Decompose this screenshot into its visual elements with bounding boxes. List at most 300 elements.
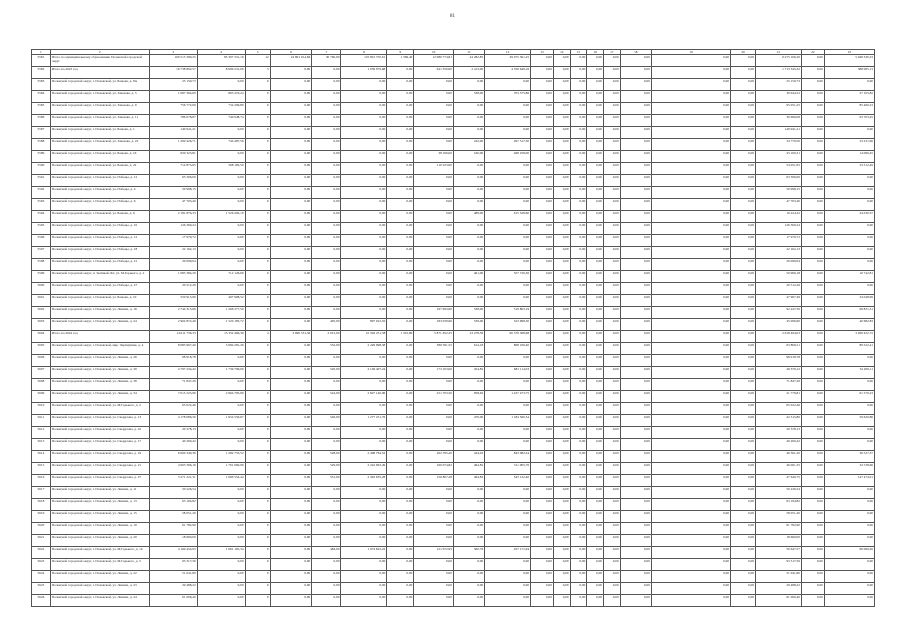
value-cell: 0,00 — [651, 163, 730, 175]
value-cell: 3 684 281,26 — [197, 343, 245, 355]
table-row — [32, 367, 875, 379]
value-cell: 0,00 — [387, 151, 414, 163]
value-cell: 0 — [245, 271, 270, 283]
value-cell: 50 998,15 — [756, 187, 802, 199]
value-cell: 0,00 — [603, 223, 620, 235]
value-cell: 63 194,82 — [756, 499, 802, 511]
value-cell: 0,00 — [453, 175, 484, 187]
value-cell: 0,00 — [553, 379, 570, 391]
value-cell: 0,00 — [587, 403, 604, 415]
value-cell: 0,00 — [570, 451, 587, 463]
value-cell: 0,00 — [531, 475, 554, 487]
value-cell: 0,00 — [531, 511, 554, 523]
value-cell: 0,00 — [387, 127, 414, 139]
table-row — [32, 343, 875, 355]
value-cell: 0,00 — [570, 571, 587, 583]
value-cell: 0,00 — [553, 535, 570, 547]
value-cell: 0 — [245, 439, 270, 451]
value-cell: 14 611 736,33 — [149, 331, 197, 343]
value-cell: 0,00 — [197, 79, 245, 91]
value-cell: 0,00 — [387, 307, 414, 319]
value-cell: 756 772,69 — [149, 103, 197, 115]
value-cell: 0,00 — [824, 583, 874, 595]
value-cell: 0,00 — [312, 199, 341, 211]
value-cell: 0,00 — [620, 91, 651, 103]
value-cell: 0,00 — [603, 583, 620, 595]
value-cell: 0,00 — [531, 151, 554, 163]
value-cell: 1 687 364,09 — [149, 91, 197, 103]
value-cell: 0,00 — [197, 283, 245, 295]
value-cell: 0,00 — [570, 175, 587, 187]
table-row — [32, 379, 875, 391]
value-cell: 0,00 — [620, 175, 651, 187]
value-cell: 0,00 — [620, 67, 651, 79]
value-cell: 0,00 — [824, 259, 874, 271]
value-cell: 0,00 — [270, 247, 312, 259]
value-cell: 0,00 — [731, 487, 756, 499]
value-cell: 0,00 — [485, 187, 531, 199]
column-number: 20 — [731, 50, 756, 55]
value-cell: 0,00 — [651, 547, 730, 559]
value-cell: 49 379,12 — [756, 367, 802, 379]
value-cell: 0,00 — [620, 139, 651, 151]
value-cell: 93 317,56 — [756, 559, 802, 571]
column-number: 7 — [312, 50, 341, 55]
value-cell: 0,00 — [603, 163, 620, 175]
value-cell: 34 048,99 — [824, 295, 874, 307]
value-cell: 46 361,20 — [756, 451, 802, 463]
row-number-cell: 5607 — [32, 367, 51, 379]
value-cell: 0,00 — [553, 439, 570, 451]
value-cell: 0,00 — [553, 415, 570, 427]
value-cell: 0,00 — [414, 571, 454, 583]
table-row — [32, 523, 875, 535]
value-cell: 1 369,40 — [387, 55, 414, 67]
row-number-cell: 5596 — [32, 235, 51, 247]
value-cell: 0,00 — [651, 403, 730, 415]
table-row — [32, 223, 875, 235]
value-cell: 50 226,54 — [149, 487, 197, 499]
value-cell: 0,00 — [553, 283, 570, 295]
value-cell: 0,00 — [824, 223, 874, 235]
value-cell: 0,00 — [731, 127, 756, 139]
value-cell: 0,00 — [651, 511, 730, 523]
value-cell: 0,00 — [603, 487, 620, 499]
value-cell: 0 — [245, 463, 270, 475]
value-cell: 0,00 — [570, 163, 587, 175]
value-cell: 523 698,30 — [485, 319, 531, 331]
value-cell: 0,00 — [603, 103, 620, 115]
row-number-cell: 5591 — [32, 175, 51, 187]
value-cell: 489,00 — [453, 211, 484, 223]
value-cell: 0,00 — [312, 559, 341, 571]
value-cell: 0,00 — [570, 115, 587, 127]
value-cell: 1 654 559,67 — [197, 415, 245, 427]
value-cell: 0,00 — [553, 295, 570, 307]
value-cell: 0,00 — [531, 127, 554, 139]
value-cell: 519 803,19 — [485, 307, 531, 319]
value-cell: 0,00 — [414, 559, 454, 571]
value-cell: 0,00 — [587, 463, 604, 475]
value-cell: 0 — [245, 595, 270, 607]
value-cell: 0,00 — [651, 343, 730, 355]
value-cell: 0,00 — [651, 451, 730, 463]
table-row — [32, 319, 875, 331]
address-cell: Полевской городской округ, г. Полевской, ул. Бажова, д. 8А — [50, 79, 149, 91]
value-cell: 0,00 — [414, 103, 454, 115]
value-cell: 0,00 — [824, 559, 874, 571]
value-cell: 0,00 — [387, 103, 414, 115]
value-cell: 1 301,80 — [387, 331, 414, 343]
value-cell: 20 378,13 — [149, 427, 197, 439]
value-cell: 0,00 — [341, 523, 387, 535]
value-cell: 0,00 — [312, 487, 341, 499]
value-cell: 0,00 — [197, 127, 245, 139]
value-cell: 0,00 — [197, 559, 245, 571]
value-cell: 1 282 753,52 — [197, 451, 245, 463]
value-cell: 58 051,20 — [756, 511, 802, 523]
value-cell: 47 967,49 — [756, 295, 802, 307]
value-cell: 0,00 — [270, 67, 312, 79]
value-cell: 0 — [245, 343, 270, 355]
table-row — [32, 439, 875, 451]
address-cell: Полевской городской округ, г. Полевской, ул. Ленина, д. 11 — [50, 487, 149, 499]
value-cell: 0,00 — [731, 235, 756, 247]
value-cell: 0,00 — [731, 547, 756, 559]
value-cell: 0,00 — [414, 595, 454, 607]
value-cell: 0,00 — [312, 91, 341, 103]
value-cell: 357 726,36 — [485, 271, 531, 283]
value-cell: 0,00 — [620, 247, 651, 259]
value-cell: 0,00 — [553, 247, 570, 259]
value-cell: 0,00 — [603, 415, 620, 427]
value-cell: 0,00 — [453, 403, 484, 415]
value-cell: 0,00 — [270, 595, 312, 607]
value-cell: 0,00 — [587, 247, 604, 259]
value-cell: 0,00 — [651, 259, 730, 271]
value-cell: 40 682,83 — [824, 319, 874, 331]
value-cell: 0,00 — [270, 175, 312, 187]
value-cell: 0,00 — [197, 583, 245, 595]
column-number: 10 — [414, 50, 454, 55]
value-cell: 0,00 — [603, 451, 620, 463]
value-cell: 0,00 — [312, 427, 341, 439]
value-cell: 0,00 — [801, 163, 824, 175]
value-cell: 0,00 — [531, 583, 554, 595]
value-cell: 0,00 — [485, 559, 531, 571]
value-cell: 0,00 — [485, 295, 531, 307]
value-cell: 0,00 — [587, 259, 604, 271]
value-cell: 0,00 — [570, 199, 587, 211]
value-cell: 0,00 — [270, 391, 312, 403]
row-number-cell: 5584 — [32, 91, 51, 103]
value-cell: 0,00 — [603, 355, 620, 367]
value-cell: 0,00 — [731, 115, 756, 127]
value-cell: 0,00 — [587, 547, 604, 559]
value-cell: 0,00 — [570, 295, 587, 307]
value-cell: 0,00 — [620, 595, 651, 607]
value-cell: 90 379 368,68 — [485, 331, 531, 343]
value-cell: 434,02 — [453, 451, 484, 463]
value-cell: 0,00 — [387, 391, 414, 403]
value-cell: 0 — [245, 379, 270, 391]
value-cell: 0,00 — [587, 295, 604, 307]
value-cell: 0,00 — [553, 487, 570, 499]
value-cell: 25 159,73 — [756, 79, 802, 91]
value-cell: 0,00 — [414, 583, 454, 595]
value-cell: 386 591,55 — [414, 343, 454, 355]
value-cell: 0,00 — [731, 91, 756, 103]
value-cell: 0,00 — [731, 463, 756, 475]
value-cell: 0,00 — [553, 139, 570, 151]
value-cell: 546,00 — [312, 415, 341, 427]
value-cell: 50 647,57 — [756, 547, 802, 559]
value-cell: 0 — [245, 535, 270, 547]
value-cell: 0,00 — [312, 103, 341, 115]
value-cell: 0,00 — [453, 199, 484, 211]
value-cell: 0,00 — [731, 331, 756, 343]
value-cell: 0,00 — [312, 535, 341, 547]
value-cell: 0,00 — [651, 535, 730, 547]
row-number-cell: 5600 — [32, 283, 51, 295]
value-cell: 0,00 — [341, 247, 387, 259]
value-cell: 464,82 — [453, 463, 484, 475]
table-row — [32, 559, 875, 571]
value-cell: 0,00 — [387, 535, 414, 547]
table-row — [32, 151, 875, 163]
value-cell: 0,00 — [731, 259, 756, 271]
row-number-cell: 5623 — [32, 559, 51, 571]
value-cell: 0,00 — [270, 151, 312, 163]
value-cell: 0,00 — [414, 259, 454, 271]
value-cell: 0,00 — [620, 331, 651, 343]
row-number-cell: 5610 — [32, 403, 51, 415]
value-cell: 0,00 — [341, 235, 387, 247]
value-cell: 13 332 466,39 — [197, 331, 245, 343]
value-cell: 0,00 — [341, 439, 387, 451]
value-cell: 10 394 251,38 — [341, 331, 387, 343]
value-cell: 0,00 — [587, 211, 604, 223]
value-cell: 4 169 454,93 — [149, 547, 197, 559]
value-cell: 0,00 — [485, 115, 531, 127]
value-cell: 6 600 349,36 — [149, 451, 197, 463]
value-cell: 65 022,46 — [756, 403, 802, 415]
value-cell: 0,00 — [270, 271, 312, 283]
value-cell: 23 512,49 — [824, 163, 874, 175]
value-cell: 0,00 — [801, 403, 824, 415]
value-cell: 0,00 — [485, 259, 531, 271]
value-cell: 0,00 — [731, 571, 756, 583]
value-cell: 0,00 — [387, 139, 414, 151]
value-cell: 0,00 — [485, 199, 531, 211]
value-cell: 0,00 — [570, 343, 587, 355]
value-cell: 0,00 — [824, 523, 874, 535]
value-cell: 0,00 — [620, 307, 651, 319]
value-cell: 0,00 — [312, 175, 341, 187]
value-cell: 0,00 — [531, 139, 554, 151]
value-cell: 543 132,40 — [485, 475, 531, 487]
row-number-cell: 5625 — [32, 583, 51, 595]
row-number-cell: 5616 — [32, 475, 51, 487]
table-row — [32, 91, 875, 103]
value-cell: 0,00 — [801, 283, 824, 295]
value-cell: 0,00 — [587, 451, 604, 463]
value-cell: 457 171,94 — [485, 547, 531, 559]
row-number-cell: 5603 — [32, 319, 51, 331]
row-number-cell: 5613 — [32, 439, 51, 451]
value-cell: 0,00 — [453, 583, 484, 595]
table-row — [32, 295, 875, 307]
value-cell: 0,00 — [414, 427, 454, 439]
value-cell: 0,00 — [453, 559, 484, 571]
value-cell: 539,00 — [453, 319, 484, 331]
value-cell: 0,00 — [620, 475, 651, 487]
value-cell: 0 — [245, 403, 270, 415]
value-cell: 0,00 — [341, 307, 387, 319]
value-cell: 0,00 — [603, 115, 620, 127]
value-cell: 0,00 — [312, 379, 341, 391]
value-cell: 0,00 — [270, 139, 312, 151]
table-row — [32, 331, 875, 343]
value-cell: 0,00 — [531, 295, 554, 307]
row-number-cell: 5604 — [32, 331, 51, 343]
value-cell: 0 — [245, 103, 270, 115]
value-cell: 0,00 — [731, 283, 756, 295]
value-cell: 0,00 — [485, 103, 531, 115]
value-cell: 388 065,13 — [824, 67, 874, 79]
value-cell: 0,00 — [387, 283, 414, 295]
value-cell: 0,00 — [570, 55, 587, 67]
row-number-cell: 5593 — [32, 199, 51, 211]
row-number-cell: 5609 — [32, 391, 51, 403]
value-cell: 100 515 399,25 — [149, 55, 197, 67]
value-cell: 0,00 — [570, 139, 587, 151]
value-cell: 0,00 — [341, 175, 387, 187]
address-cell: Полевской городской округ, г. Полевской, ул. Победы, д. 4 — [50, 187, 149, 199]
value-cell: 0,00 — [651, 283, 730, 295]
row-number-cell: 5611 — [32, 415, 51, 427]
value-cell: 0,00 — [620, 223, 651, 235]
address-cell: Полевской городской округ, г. Полевской, ул. Свердлова, д. 17 — [50, 439, 149, 451]
value-cell: 0,00 — [603, 79, 620, 91]
value-cell: 0,00 — [531, 427, 554, 439]
column-number: 4 — [197, 50, 245, 55]
value-cell: 843 082,24 — [485, 451, 531, 463]
value-cell: 0,00 — [531, 331, 554, 343]
value-cell: 0,00 — [553, 187, 570, 199]
value-cell: 92 247,50 — [756, 307, 802, 319]
value-cell: 0,00 — [731, 427, 756, 439]
value-cell: 0,00 — [651, 91, 730, 103]
value-cell: 0,00 — [553, 175, 570, 187]
value-cell: 0,00 — [587, 475, 604, 487]
value-cell: 0,00 — [587, 235, 604, 247]
value-cell: 0,00 — [453, 379, 484, 391]
value-cell: 0,00 — [587, 79, 604, 91]
value-cell: 0,00 — [553, 235, 570, 247]
value-cell: 47 703,40 — [756, 199, 802, 211]
value-cell: 0,00 — [603, 559, 620, 571]
register-table — [31, 49, 875, 607]
value-cell: 0,00 — [651, 487, 730, 499]
value-cell: 1 090 554,44 — [197, 475, 245, 487]
value-cell: 0,00 — [651, 559, 730, 571]
value-cell: 0 — [245, 199, 270, 211]
value-cell: 0,00 — [801, 259, 824, 271]
value-cell: 5 871 652,25 — [414, 331, 454, 343]
value-cell: 0,00 — [731, 439, 756, 451]
value-cell: 0,00 — [387, 175, 414, 187]
value-cell: 0,00 — [531, 271, 554, 283]
value-cell: 0,00 — [603, 247, 620, 259]
value-cell: 0,00 — [620, 511, 651, 523]
value-cell: 0,00 — [620, 235, 651, 247]
value-cell: 18 660,00 — [756, 535, 802, 547]
value-cell: 251 703,56 — [414, 391, 454, 403]
value-cell: 85 460,23 — [824, 103, 874, 115]
value-cell: 529,00 — [312, 463, 341, 475]
value-cell: 0,00 — [531, 403, 554, 415]
value-cell: 0,00 — [270, 535, 312, 547]
address-cell: Полевской городской округ, г. Полевской, ул. Бажова, д. 1 — [50, 127, 149, 139]
value-cell: 0,00 — [651, 367, 730, 379]
value-cell: 147 474,01 — [824, 475, 874, 487]
row-number-cell: 5612 — [32, 427, 51, 439]
value-cell: 0,00 — [620, 319, 651, 331]
value-cell: 0,00 — [197, 439, 245, 451]
value-cell: 0,00 — [387, 523, 414, 535]
column-number: 1 — [32, 50, 51, 55]
value-cell: 0,00 — [651, 463, 730, 475]
value-cell: 59 620,86 — [824, 415, 874, 427]
value-cell: 1 039 079,68 — [341, 67, 387, 79]
value-cell: 1 739 796,06 — [197, 367, 245, 379]
row-number-cell: 5615 — [32, 463, 51, 475]
value-cell: 0,00 — [270, 319, 312, 331]
value-cell: 0,00 — [453, 103, 484, 115]
column-number: 21 — [756, 50, 802, 55]
column-number: 8 — [341, 50, 387, 55]
value-cell: 0,00 — [731, 499, 756, 511]
value-cell: 121 072,95 — [414, 547, 454, 559]
value-cell: 242,90 — [453, 139, 484, 151]
value-cell: 0,00 — [270, 511, 312, 523]
value-cell: 1 661 165,34 — [197, 547, 245, 559]
value-cell: 2 429 998,38 — [341, 343, 387, 355]
value-cell: 54 051,65 — [756, 163, 802, 175]
address-cell: Полевской городской округ, г. Полевской, мкр. Черёмушки, д. 4 — [50, 343, 149, 355]
value-cell: 0,00 — [453, 439, 484, 451]
value-cell: 0,00 — [731, 319, 756, 331]
value-cell: 0,00 — [414, 283, 454, 295]
value-cell: 0,00 — [197, 499, 245, 511]
value-cell: 0,00 — [603, 187, 620, 199]
value-cell: 0,00 — [553, 91, 570, 103]
value-cell: 1 526 292,10 — [197, 211, 245, 223]
value-cell: 36 527,37 — [824, 451, 874, 463]
value-cell: 0,00 — [453, 355, 484, 367]
value-cell: 0,00 — [620, 355, 651, 367]
value-cell: 0 — [245, 127, 270, 139]
value-cell: 0,00 — [387, 427, 414, 439]
value-cell: 1 227 473,75 — [485, 391, 531, 403]
address-cell: Полевской городской округ, г. Полевской, ул. Победы, д. 18 — [50, 247, 149, 259]
row-number-cell: 5622 — [32, 547, 51, 559]
table-row — [32, 535, 875, 547]
value-cell: 0,00 — [553, 103, 570, 115]
value-cell: 0,00 — [801, 235, 824, 247]
value-cell: 0,00 — [603, 595, 620, 607]
